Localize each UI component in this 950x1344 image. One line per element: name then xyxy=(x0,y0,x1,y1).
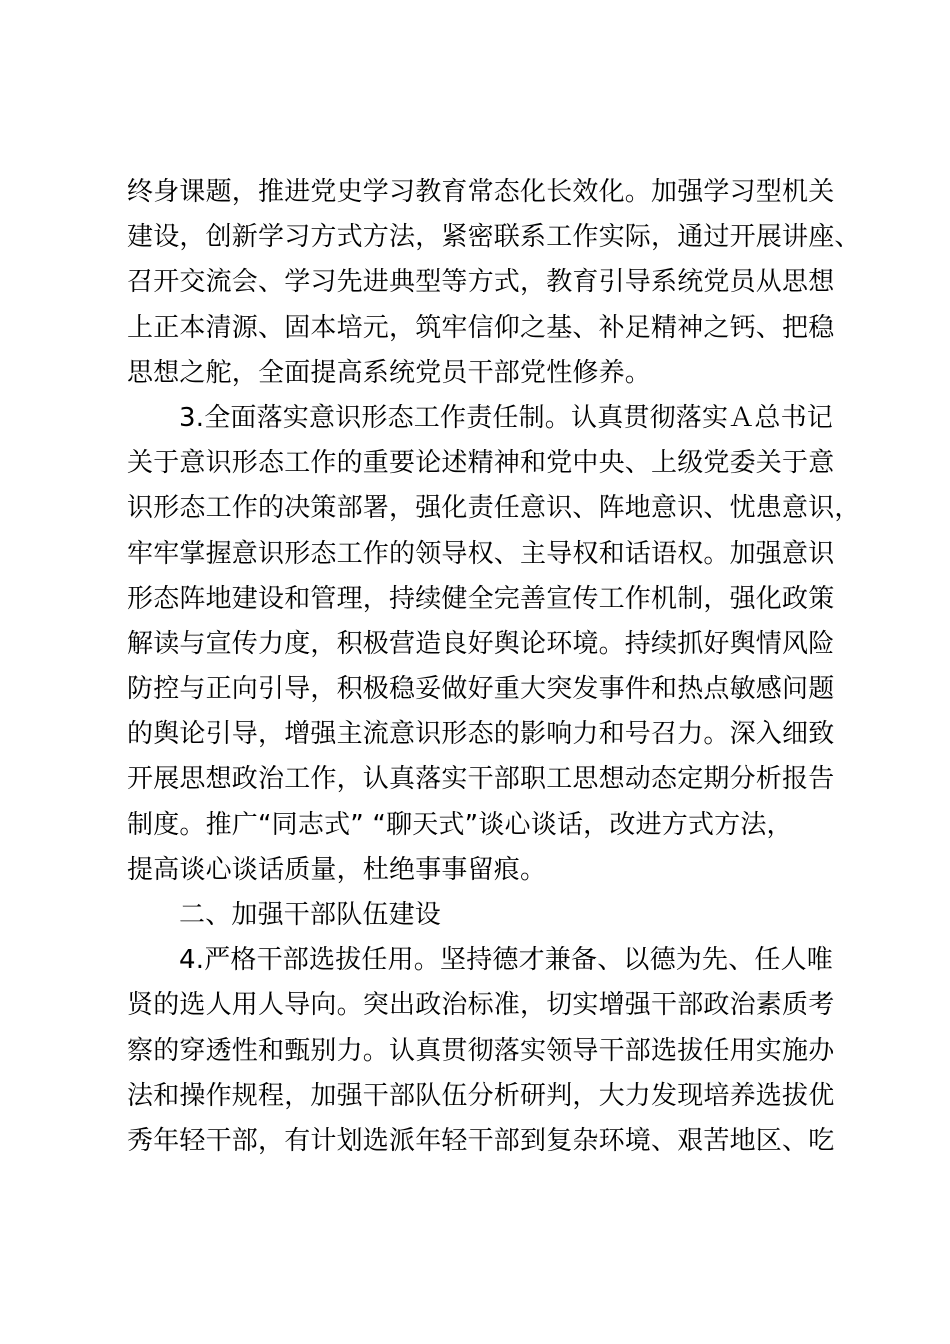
text-line: 制度。推广“同志式” “聊天式”谈心谈话，改进方式方法， xyxy=(127,809,793,840)
text-line: 贤的选人用人导向。突出政治标准，切实增强干部政治素质考 xyxy=(127,990,835,1021)
text-line: 提高谈心谈话质量，杜绝事事留痕。 xyxy=(127,854,547,885)
text-line: 识形态工作的决策部署，强化责任意识、阵地意识、忧患意识， xyxy=(127,493,861,524)
text-line: 终身课题，推进党史学习教育常态化长效化。加强学习型机关 xyxy=(127,177,835,207)
text-line: 解读与宣传力度，积极营造良好舆论环境。持续抓好舆情风险 xyxy=(127,628,835,659)
text-line: 察的穿透性和甄别力。认真贯彻落实领导干部选拔任用实施办 xyxy=(127,1035,835,1066)
text-line: 形态阵地建设和管理，持续健全完善宣传工作机制，强化政策 xyxy=(127,583,835,614)
text-line: 开展思想政治工作，认真落实干部职工思想动态定期分析报告 xyxy=(127,764,835,795)
paragraph-start-line: 4.严格干部选拔任用。坚持德才兼备、以德为先、任人唯 xyxy=(179,945,834,976)
paragraph-start-line: 3.全面落实意识形态工作责任制。认真贯彻落实Ａ总书记 xyxy=(179,402,834,433)
text-line: 建设，创新学习方式方法，紧密联系工作实际，通过开展讲座、 xyxy=(127,222,861,253)
section-heading: 二、加强干部队伍建设 xyxy=(179,900,442,930)
text-line: 上正本清源、固本培元，筑牢信仰之基、补足精神之钙、把稳 xyxy=(127,312,835,343)
text-line: 秀年轻干部，有计划选派年轻干部到复杂环境、艰苦地区、吃 xyxy=(127,1125,835,1156)
text-line: 法和操作规程，加强干部队伍分析研判，大力发现培养选拔优 xyxy=(127,1080,835,1111)
text-line: 关于意识形态工作的重要论述精神和党中央、上级党委关于意 xyxy=(127,448,835,479)
text-line: 牢牢掌握意识形态工作的领导权、主导权和话语权。加强意识 xyxy=(127,538,835,569)
text-line: 防控与正向引导，积极稳妥做好重大突发事件和热点敏感问题 xyxy=(127,674,835,705)
text-line: 召开交流会、学习先进典型等方式，教育引导系统党员从思想 xyxy=(127,267,835,298)
document-body xyxy=(127,170,861,1164)
text-line: 思想之舵，全面提高系统党员干部党性修养。 xyxy=(127,357,652,388)
text-line: 的舆论引导，增强主流意识形态的影响力和号召力。深入细致 xyxy=(127,719,835,750)
